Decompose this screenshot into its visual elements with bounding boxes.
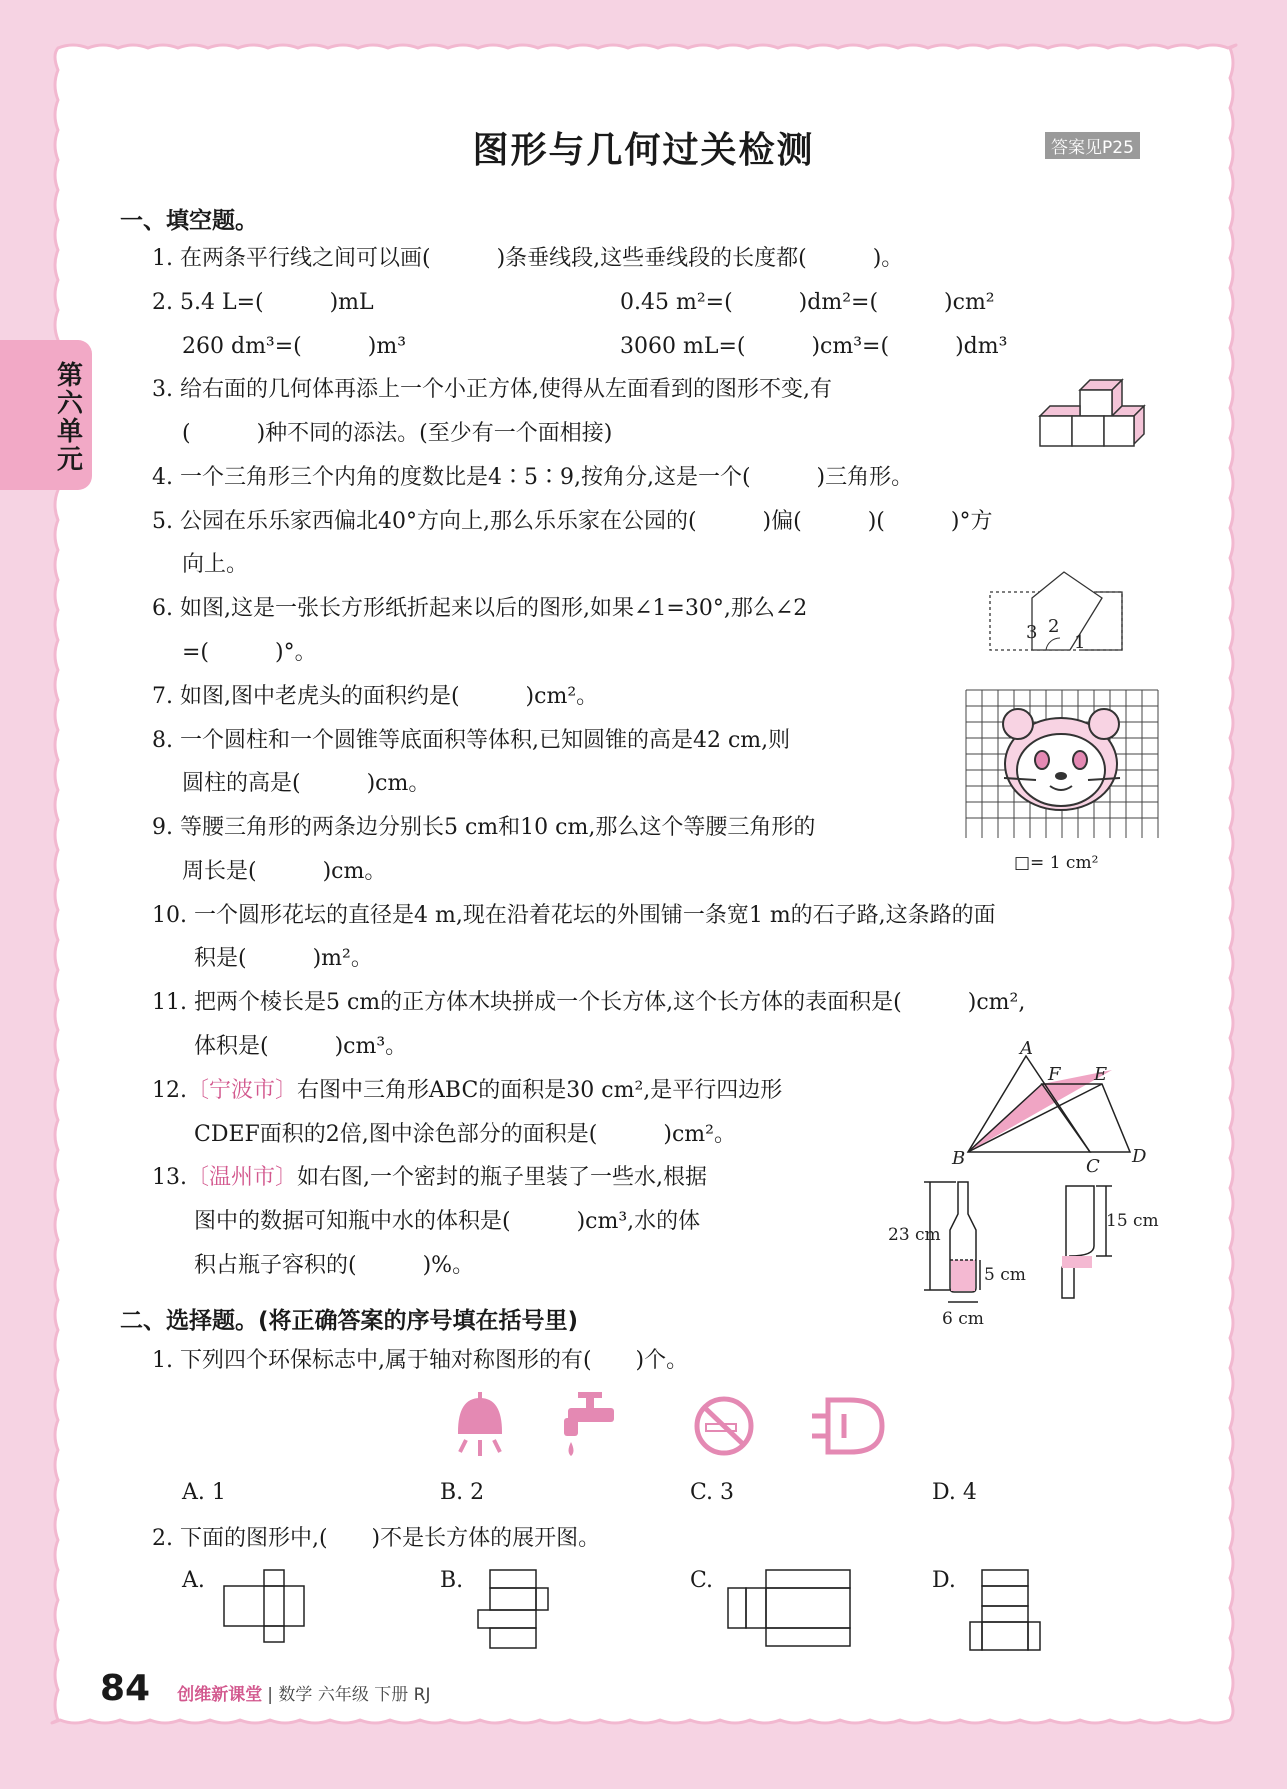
- unit-label: 第六单元: [56, 361, 83, 475]
- q2c: 260 dm³=( )m³: [182, 334, 407, 359]
- q13-text: 如右图,一个密封的瓶子里装了一些水,根据: [297, 1165, 708, 1190]
- shaded-region: [968, 1070, 1112, 1152]
- inverted-bottle: [1062, 1186, 1112, 1298]
- c1-option-d: D. 4: [932, 1480, 977, 1505]
- q11-line2: 体积是( )cm³。: [194, 1034, 408, 1059]
- q3-cubes-figure: [1036, 376, 1146, 460]
- q13-line3: 积占瓶子容积的( )%。: [194, 1253, 475, 1278]
- q13-source-tag: 〔温州市〕: [187, 1165, 298, 1190]
- eco-symbols-row: [440, 1390, 900, 1466]
- vertex-c: C: [1086, 1156, 1100, 1177]
- net-c-figure: [726, 1566, 856, 1650]
- angle-2-label: 2: [1048, 616, 1060, 637]
- section-fill-in: 一、填空题。: [120, 208, 258, 234]
- tiger-head-icon: [1003, 709, 1120, 810]
- q5-line2: 向上。: [182, 552, 249, 577]
- net-a-figure: [220, 1566, 310, 1646]
- net-d-figure: [968, 1566, 1048, 1652]
- grid-legend: □= 1 cm²: [1014, 853, 1099, 873]
- c1: 1. 下列四个环保标志中,属于轴对称图形的有( )个。: [152, 1348, 689, 1373]
- q2a: 2. 5.4 L=( )mL: [152, 290, 374, 315]
- c2-option-b: B.: [440, 1568, 464, 1593]
- q13-line2: 图中的数据可知瓶中水的体积是( )cm³,水的体: [194, 1209, 701, 1234]
- q13-line1: [152, 1163, 707, 1193]
- q10-line2: 积是( )m²。: [194, 946, 373, 971]
- angle-1-label: 1: [1074, 632, 1086, 653]
- q9-line1: 9. 等腰三角形的两条边分别长5 cm和10 cm,那么这个等腰三角形的: [152, 815, 816, 840]
- q9-line2: 周长是( )cm。: [182, 859, 387, 884]
- cube-top: [1080, 380, 1122, 416]
- water-height-label: 5 cm: [984, 1265, 1026, 1285]
- q6-line2: =( )°。: [182, 640, 317, 665]
- q12-line1: [152, 1076, 782, 1106]
- q2d: 3060 mL=( )cm³=( )dm³: [620, 334, 1008, 359]
- q11-line1: 11. 把两个棱长是5 cm的正方体木块拼成一个长方体,这个长方体的表面积是( )cm²,: [152, 990, 1026, 1015]
- faucet-icon: [564, 1392, 614, 1456]
- unit-side-tab: [0, 340, 92, 490]
- c2-option-c: C.: [690, 1568, 714, 1593]
- q3-line1: 3. 给右面的几何体再添上一个小正方体,使得从左面看到的图形不变,有: [152, 377, 832, 402]
- q12-text: 右图中三角形ABC的面积是30 cm²,是平行四边形: [297, 1078, 783, 1103]
- c1-option-b: B. 2: [440, 1480, 485, 1505]
- bottle-diameter-label: 6 cm: [942, 1309, 984, 1329]
- angle-3-label: 3: [1026, 622, 1038, 643]
- q8-line2: 圆柱的高是( )cm。: [182, 771, 431, 796]
- q13-bottle-figure: [880, 1176, 1170, 1336]
- q6-line1: 6. 如图,这是一张长方形纸折起来以后的图形,如果∠1=30°,那么∠2: [152, 596, 808, 621]
- q1: 1. 在两条平行线之间可以画( )条垂线段,这些垂线段的长度都( )。: [152, 246, 904, 271]
- page-footer: [100, 1668, 430, 1709]
- brand-name: 创维新课堂: [177, 1685, 263, 1705]
- plug-icon: [812, 1400, 882, 1452]
- q4: 4. 一个三角形三个内角的度数比是4∶5∶9,按角分,这是一个( )三角形。: [152, 465, 914, 490]
- c2-option-d: D.: [932, 1568, 956, 1593]
- q13-number: 13.: [152, 1165, 187, 1190]
- vertex-e: E: [1094, 1064, 1108, 1085]
- q6-fold-figure: [986, 568, 1126, 652]
- page-title: 图形与几何过关检测: [472, 130, 815, 171]
- q8-line1: 8. 一个圆柱和一个圆锥等底面积等体积,已知圆锥的高是42 cm,则: [152, 728, 791, 753]
- section-multiple-choice: 二、选择题。(将正确答案的序号填在括号里): [120, 1308, 579, 1334]
- q12-number: 12.: [152, 1078, 187, 1103]
- q5-line1: 5. 公园在乐乐家西偏北40°方向上,那么乐乐家在公园的( )偏( )( )°方: [152, 509, 993, 534]
- q10-line1: 10. 一个圆形花坛的直径是4 m,现在沿着花坛的外围铺一条宽1 m的石子路,这条路的面: [152, 903, 996, 928]
- book-info: | 数学 六年级 下册 RJ: [267, 1685, 431, 1705]
- page-number: 84: [100, 1668, 151, 1709]
- q12-line2: CDEF面积的2倍,图中涂色部分的面积是( )cm²。: [194, 1122, 736, 1147]
- c2-option-a: A.: [182, 1568, 205, 1593]
- vertex-d: D: [1132, 1146, 1147, 1167]
- q12-triangle-figure: [944, 1038, 1147, 1180]
- no-smoking-icon: [697, 1399, 751, 1453]
- vertex-f: F: [1048, 1064, 1061, 1085]
- c1-option-a: A. 1: [182, 1480, 226, 1505]
- q7: 7. 如图,图中老虎头的面积约是( )cm²。: [152, 684, 599, 709]
- air-height-label: 15 cm: [1106, 1211, 1159, 1231]
- lamp-icon: [460, 1392, 500, 1456]
- answer-reference-badge: 答案见P25: [1045, 132, 1140, 159]
- vertex-a: A: [1020, 1038, 1033, 1059]
- net-b-figure: [476, 1566, 556, 1650]
- q12-source-tag: 〔宁波市〕: [187, 1078, 298, 1103]
- c1-option-c: C. 3: [690, 1480, 735, 1505]
- vertex-b: B: [952, 1148, 966, 1169]
- c2: 2. 下面的图形中,( )不是长方体的展开图。: [152, 1526, 601, 1551]
- bottle-height-label: 23 cm: [888, 1225, 941, 1245]
- q3-line2: ( )种不同的添法。(至少有一个面相接): [182, 421, 613, 446]
- q2b: 0.45 m²=( )dm²=( )cm²: [620, 290, 995, 315]
